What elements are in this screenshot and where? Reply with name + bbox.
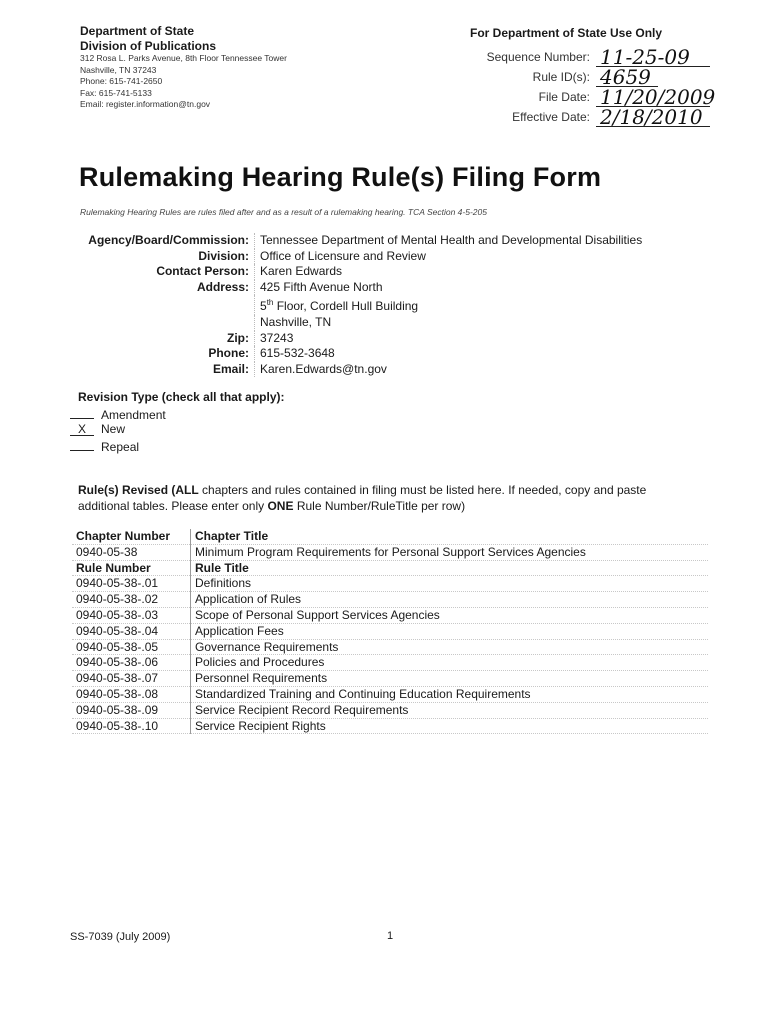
table-row <box>72 592 708 608</box>
form-title: Rulemaking Hearing Rule(s) Filing Form <box>79 162 602 192</box>
zip-value: 37243 <box>260 330 294 345</box>
rule-title: Definitions <box>191 576 709 592</box>
zip-row <box>74 331 714 347</box>
address-city: Nashville, TN <box>260 314 332 329</box>
rule-number: 0940-05-38-.03 <box>72 607 191 623</box>
address-street: 425 Fifth Avenue North <box>260 279 383 294</box>
rule-number: 0940-05-38-.05 <box>72 639 191 655</box>
revision-option-repeal[interactable] <box>70 438 139 454</box>
rule-title: Personnel Requirements <box>191 671 709 687</box>
revision-option-new[interactable] <box>70 422 125 436</box>
phone-label: Phone: <box>74 346 255 362</box>
address-row <box>74 280 714 296</box>
chapter-title: Minimum Program Requirements for Personal Support Services Agencies <box>191 544 709 560</box>
email-line: Email: register.information@tn.gov <box>80 99 211 109</box>
rule-number: 0940-05-38-.10 <box>72 718 191 734</box>
rule-title: Application of Rules <box>191 592 709 608</box>
address-label-blank <box>74 315 255 331</box>
ordinal-suffix: th <box>266 298 274 308</box>
address-label: Address: <box>74 280 255 296</box>
address-row <box>74 315 714 331</box>
division-label: Division: <box>74 249 255 265</box>
table-row <box>72 623 708 639</box>
phone-line: Phone: 615-741-2650 <box>80 76 163 86</box>
chapter-number-header: Chapter Number <box>72 529 191 544</box>
contact-label: Contact Person: <box>74 264 255 280</box>
checkbox-new[interactable]: X <box>70 423 94 436</box>
department-name: Department of State <box>80 24 195 38</box>
rule-number-header: Rule Number <box>72 560 191 576</box>
form-id-footer: SS-7039 (July 2009) <box>70 931 171 943</box>
chapter-header-row <box>72 529 708 544</box>
rule-number: 0940-05-38-.01 <box>72 576 191 592</box>
table-row <box>72 671 708 687</box>
table-row <box>72 655 708 671</box>
table-row <box>72 576 708 592</box>
chapter-title-header: Chapter Title <box>191 529 709 544</box>
rule-title: Scope of Personal Support Services Agencies <box>191 607 709 623</box>
revision-option-amendment[interactable] <box>70 406 166 422</box>
rule-title: Service Recipient Rights <box>191 718 709 734</box>
instructions-text-end: Rule Number/RuleTitle per row) <box>293 499 466 513</box>
revision-type-title: Revision Type (check all that apply): <box>78 390 285 404</box>
contact-row <box>74 264 714 280</box>
table-row <box>72 607 708 623</box>
address-row <box>74 295 714 315</box>
zip-label: Zip: <box>74 331 255 347</box>
department-heading <box>80 24 216 54</box>
contact-value: Karen Edwards <box>260 264 343 279</box>
agency-info-table <box>74 233 714 377</box>
effective-date-label: Effective Date: <box>512 110 590 124</box>
page-number: 1 <box>387 930 394 942</box>
rule-id-label: Rule ID(s): <box>532 70 590 84</box>
state-use-title: For Department of State Use Only <box>470 26 663 40</box>
sequence-number-value: 11-25-09 <box>596 48 710 67</box>
rule-header-row <box>72 560 708 576</box>
emphasis-all: ALL <box>175 483 199 497</box>
rules-revised-instructions <box>78 482 698 514</box>
rule-title: Application Fees <box>191 623 709 639</box>
rule-number: 0940-05-38-.08 <box>72 686 191 702</box>
table-row <box>72 702 708 718</box>
emphasis-one: ONE <box>267 499 294 513</box>
rules-revised-heading: Rule(s) Revised ( <box>78 483 176 497</box>
option-label: New <box>101 422 126 436</box>
table-row <box>72 639 708 655</box>
department-address <box>80 53 287 111</box>
rule-number: 0940-05-38-.06 <box>72 655 191 671</box>
option-label: Repeal <box>101 440 140 454</box>
checkbox-amendment[interactable] <box>70 406 94 419</box>
address-floor: 5th Floor, Cordell Hull Building <box>260 298 419 314</box>
rule-title-header: Rule Title <box>191 560 709 576</box>
table-row <box>72 718 708 734</box>
rule-number: 0940-05-38-.09 <box>72 702 191 718</box>
file-date-value: 11/20/2009 <box>596 88 710 107</box>
phone-value: 615-532-3648 <box>260 346 335 361</box>
agency-label: Agency/Board/Commission: <box>74 233 255 249</box>
division-row <box>74 249 714 265</box>
chapter-row <box>72 544 708 560</box>
rule-number: 0940-05-38-.07 <box>72 671 191 687</box>
instructions-text: chapters and rules contained in filing must be listed here. If needed, copy and paste additional tables. Please enter only <box>78 483 647 513</box>
checkbox-repeal[interactable] <box>70 438 94 451</box>
division-value: Office of Licensure and Review <box>260 248 426 263</box>
rule-title: Service Recipient Record Requirements <box>191 702 709 718</box>
effective-date-value: 2/18/2010 <box>596 108 710 127</box>
address-line: Nashville, TN 37243 <box>80 64 157 75</box>
file-date-label: File Date: <box>538 90 590 104</box>
option-label: Amendment <box>101 408 166 422</box>
phone-row <box>74 346 714 362</box>
rules-table <box>72 529 708 734</box>
rule-number: 0940-05-38-.04 <box>72 623 191 639</box>
agency-row <box>74 233 714 249</box>
rule-title: Governance Requirements <box>191 639 709 655</box>
address-line: 312 Rosa L. Parks Avenue, 8th Floor Tennessee Tower <box>80 53 287 63</box>
rule-id-value: 4659 <box>596 68 658 87</box>
chapter-number: 0940-05-38 <box>72 544 191 560</box>
address-label-blank <box>74 295 255 315</box>
rule-title: Standardized Training and Continuing Education Requirements <box>191 686 709 702</box>
email-row <box>74 362 714 378</box>
division-name: Division of Publications <box>80 39 217 53</box>
email-value: Karen.Edwards@tn.gov <box>260 361 387 376</box>
form-subtitle: Rulemaking Hearing Rules are rules filed after and as a result of a rulemaking hearing. TCA Section 4-5-205 <box>80 207 487 217</box>
rule-number: 0940-05-38-.02 <box>72 592 191 608</box>
rule-title: Policies and Procedures <box>191 655 709 671</box>
table-row <box>72 686 708 702</box>
sequence-number-label: Sequence Number: <box>486 50 590 64</box>
fax-line: Fax: 615-741-5133 <box>80 87 152 98</box>
agency-value: Tennessee Department of Mental Health and Developmental Disabilities <box>260 233 643 247</box>
email-label: Email: <box>74 362 255 378</box>
